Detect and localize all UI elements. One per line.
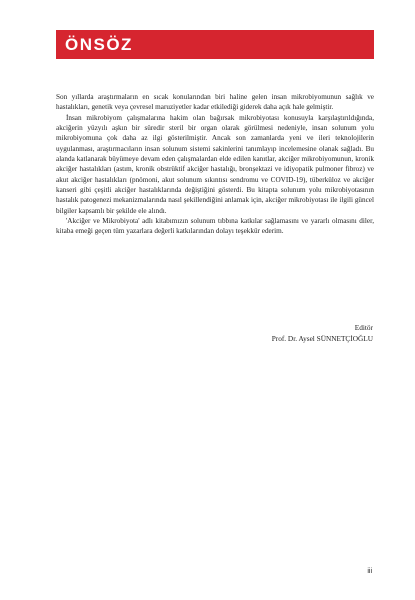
signature-block [272, 323, 373, 344]
preface-body [56, 92, 374, 237]
paragraph-3: 'Akciğer ve Mikrobiyota' adlı kitabımızın solunum tıbbına katkılar sağlamasını ve yararlı olmasını diler, kitaba emeği geçen tüm yazarlara değerli katkılarından dolayı teşekkür ederim. [56, 217, 374, 236]
signature-name: Prof. Dr. Aysel SÜNNETÇİOĞLU [271, 333, 373, 343]
page-number: iii [367, 568, 372, 575]
chapter-banner [56, 30, 374, 59]
signature-role: Editör [354, 323, 373, 332]
paragraph-2: İnsan mikrobiyom çalışmalarına hakim olan bağırsak mikrobiyotası konusuyla karşılaştırıldığında, akciğerin yüzyılı aşkın bir süredir steril bir organ olarak görülmesi nedeniyle, insan solunum yolu mikrobiyomuna çok daha az ilgi gösterilmiştir. Ancak son zamanlarda yeni ve ileri teknolojilerin uygulanması, araştırmacıların insan solunum sistemi sakinlerini tanımlayıp incelemesine olanak sağladı. Bu alanda katlanarak büyümeye devam eden çalışmalardan elde edilen kanıtlar, akciğer mikrobiyomunun, kronik akciğer hastalıkları (astım, kronik obstrüktif akciğer hastalığı, bronşektazi ve idiyopatik pulmoner fibroz) ve akut akciğer hastalıkları (pnömoni, akut solunum sıkıntısı sendromu ve COVID-19), tüberküloz ve akciğer kanseri gibi çeşitli akciğer hastalıklarında değiştiğini gösterdi. Bu kitapta solunum yolu mikrobiyotasının hastalık patogenezi mekanizmalarında nasıl şekillendiğini anlamak için, akciğer mikrobiyotası ile ilgili güncel bilgiler kapsamlı bir şekilde ele alındı. [56, 113, 374, 215]
chapter-title: ÖNSÖZ [65, 34, 133, 54]
paragraph-1: Son yıllarda araştırmaların en sıcak konularından biri haline gelen insan mikrobiyomunun sağlık ve hastalıkları, genetik veya çevresel maruziyetler kadar etkilediği giderek daha açık hale gelmiştir. [56, 93, 374, 112]
